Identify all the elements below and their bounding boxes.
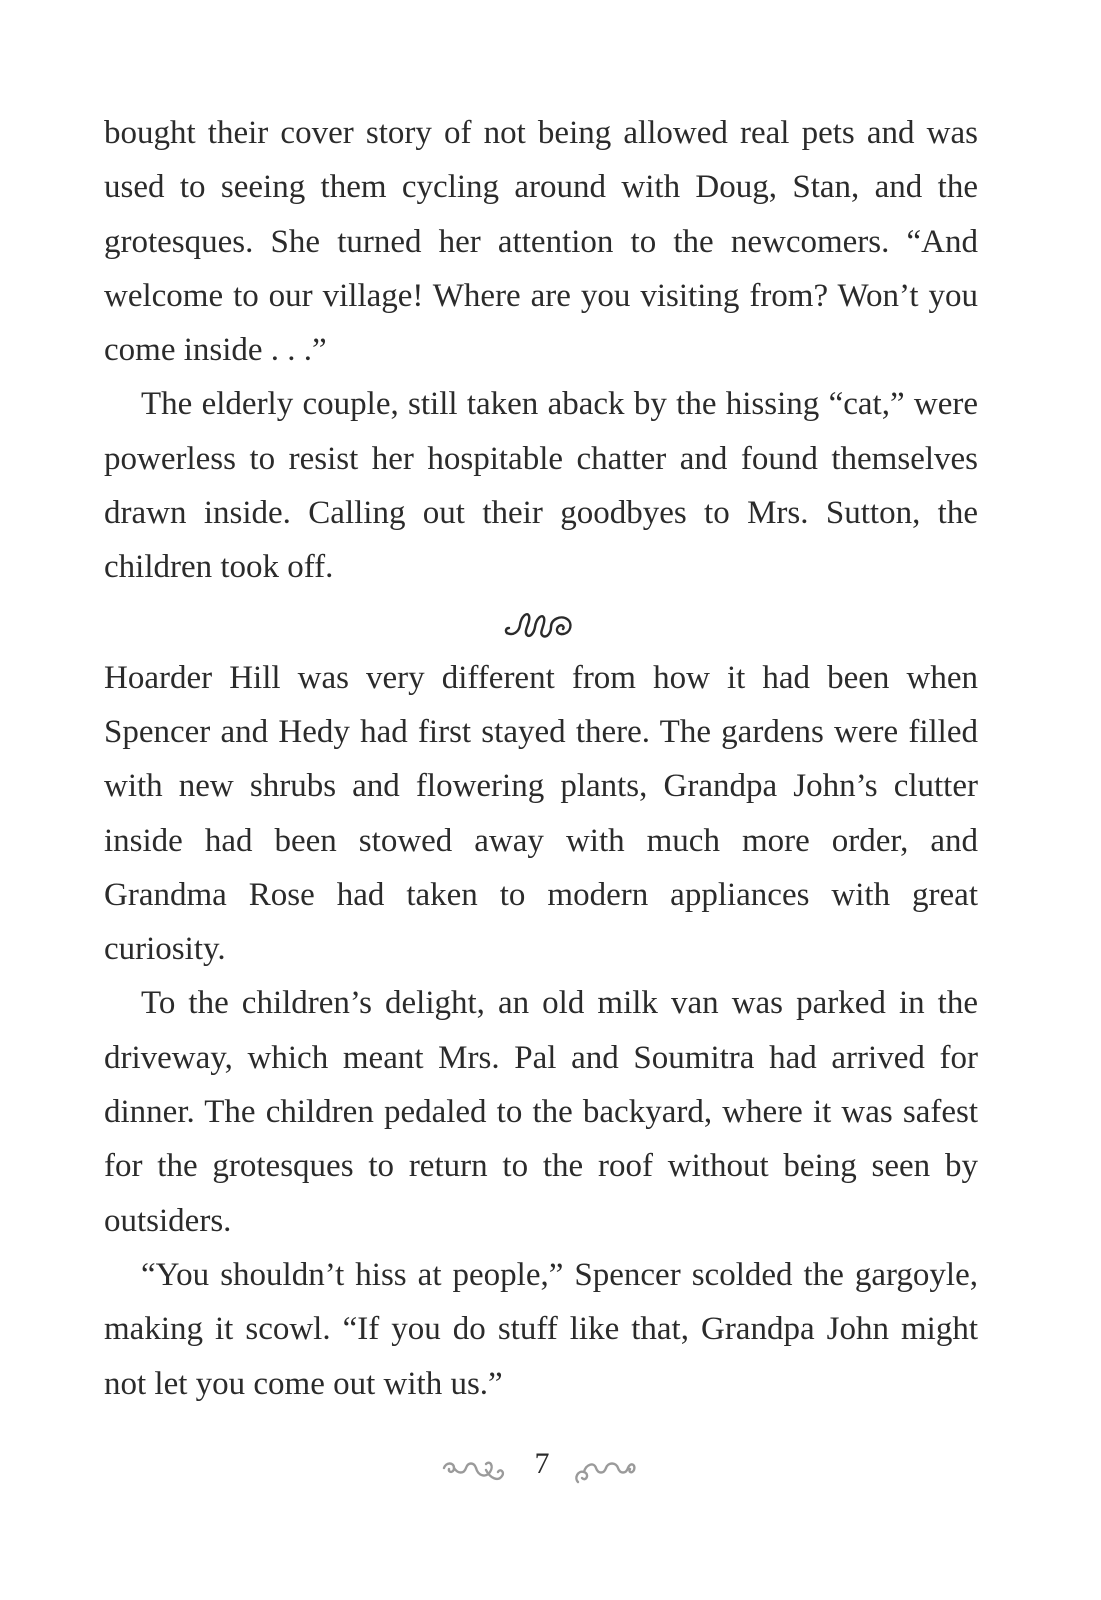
scene-break	[104, 595, 978, 651]
page-body	[104, 106, 978, 1411]
paragraph: The elderly couple, still taken aback by the hissing “cat,” were powerless to resist her hospitable chatter and found themselves drawn inside. Calling out their goodbyes to Mrs. Sutton, the children took off.	[104, 386, 978, 586]
paragraph: To the children’s delight, an old milk van was parked in the driveway, which meant Mrs. Pal and Soumitra had arrived for dinner. The children pedaled to the backyard, where it was safest for the grotesques to return to the roof without being seen by outsiders.	[104, 985, 978, 1239]
paragraph: Hoarder Hill was very different from how it had been when Spencer and Hedy had first stayed there. The gardens were filled with new shrubs and flowering plants, Grandpa John’s clutter inside had been stowed away with much more order, and Grandma Rose had taken to modern appliances with great curiosity.	[104, 659, 978, 968]
paragraph: bought their cover story of not being allowed real pets and was used to seeing them cycling around with Doug, Stan, and the grotesques. She turned her attention to the newcomers. “And welcome to our village! Where are you visiting from? Won’t you come inside . . .”	[104, 115, 978, 369]
paragraph: “You shouldn’t hiss at people,” Spencer scolded the gargoyle, making it scowl. “If you do stuff like that, Grandpa John might not let you come out with us.”	[104, 1256, 978, 1402]
swirl-ornament-left-icon	[440, 1448, 510, 1495]
page-number: 7	[534, 1447, 550, 1480]
page-footer	[0, 1442, 1101, 1512]
swirl-ornament-right-icon	[570, 1448, 640, 1495]
flourish-ornament-icon	[503, 603, 579, 643]
